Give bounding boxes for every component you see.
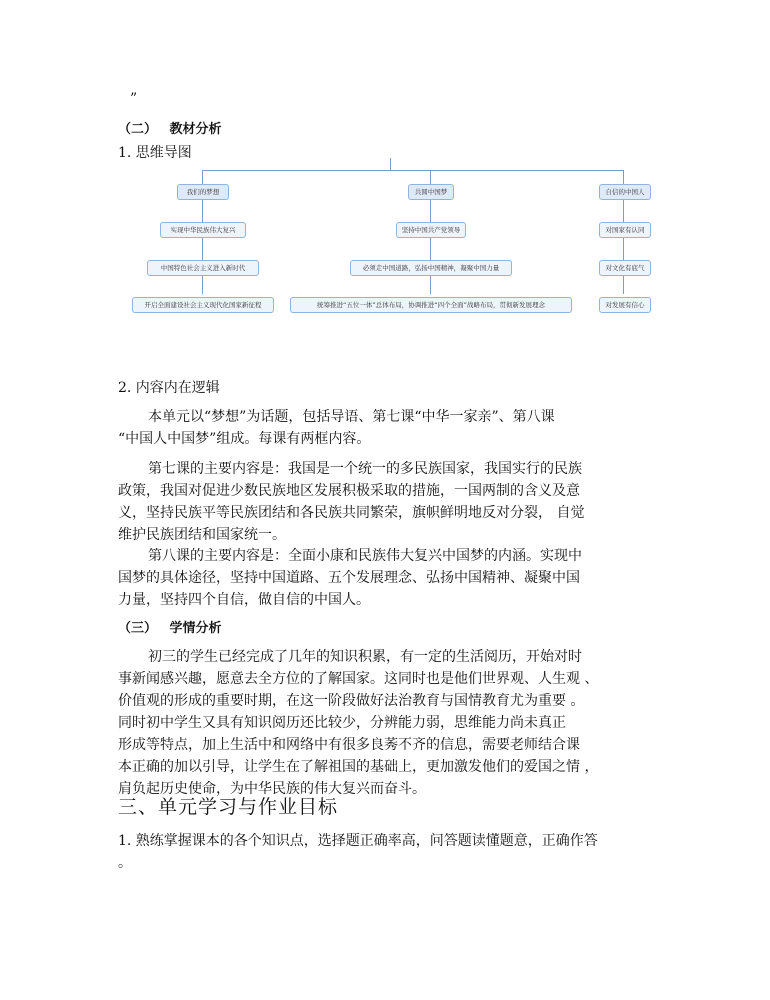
mindmap-root-node: 共圆中国梦 — [408, 184, 454, 200]
mindmap-node: 必须走中国道路，弘扬中国精神，凝聚中国力量 — [350, 260, 512, 276]
text-line: “中国人中国梦”组成。每课有两框内容。 — [118, 431, 371, 447]
mindmap-node: 中国特色社会主义进入新时代 — [147, 260, 259, 276]
text-line: 。 — [118, 855, 132, 871]
mindmap-connector — [202, 170, 623, 171]
mindmap-node: 坚持中国共产党领导 — [396, 222, 466, 238]
mindmap-connector — [430, 170, 431, 184]
text-line: 同时初中学生又具有知识阅历还比较少，分辨能力弱，思维能力尚未真正 — [118, 715, 566, 731]
mindmap-connector — [430, 198, 431, 294]
text-line: 力量，坚持四个自信，做自信的中国人。 — [118, 592, 370, 608]
mindmap-node: 对文化有底气 — [599, 260, 651, 276]
text-line: 形成等特点，加上生活中和网络中有很多良莠不齐的信息，需要老师结合课 — [118, 737, 580, 753]
paragraph-lesson8 — [118, 545, 658, 611]
mindmap-connector — [390, 158, 391, 170]
section-heading-student — [118, 617, 221, 640]
mindmap-connector — [202, 170, 203, 184]
mindmap-node: 开启全面建设社会主义现代化国家新征程 — [132, 297, 274, 313]
text-line: 第七课的主要内容是：我国是一个统一的多民族国家，我国实行的民族 — [148, 461, 582, 477]
mindmap-node: 实现中华民族伟大复兴 — [160, 222, 246, 238]
section-heading-textbook — [118, 118, 221, 141]
paragraph-unit-intro — [118, 406, 658, 450]
mindmap-connector — [202, 198, 203, 294]
section-title: 教材分析 — [169, 122, 222, 137]
text-line: 1. 熟练掌握课本的各个知识点，选择题正确率高，问答题读懂题意，正确作答 — [118, 833, 598, 849]
mindmap-connector — [623, 198, 624, 294]
text-line: 义，坚持民族平等民族团结和各民族共同繁荣，旗帜鲜明地反对分裂， 自觉 — [118, 505, 585, 521]
text-line: 本单元以“梦想”为话题，包括导语、第七课“中华一家亲”、第八课 — [148, 409, 555, 425]
text-line: 肩负起历史使命，为中华民族的伟大复兴而奋斗。 — [118, 781, 426, 797]
logic-label: 2. 内容内在逻辑 — [118, 380, 220, 396]
mindmap-node: 统筹推进“五位一体”总体布局，协调推进“四个全面”战略布局，贯彻新发展理念 — [290, 297, 572, 313]
text-line: 政策，我国对促进少数民族地区发展积极采取的措施，一国两制的含义及意 — [118, 483, 580, 499]
section-number: （二） — [118, 122, 158, 137]
text-line: 本正确的加以引导，让学生在了解祖国的基础上，更加激发他们的爱国之情 ， — [118, 759, 599, 775]
text-line: 初三的学生已经完成了几年的知识积累，有一定的生活阅历，开始对时 — [148, 649, 582, 665]
mindmap-root-node: 我们的梦想 — [177, 184, 229, 200]
goal-item-1 — [118, 830, 658, 874]
text-line: 事新闻感兴趣，愿意去全方位的了解国家。这同时也是他们世界观、人生观 、 — [118, 671, 599, 687]
paragraph-lesson7 — [118, 458, 658, 546]
text-line: 价值观的形成的重要时期，在这一阶段做好法治教育与国情教育尤为重要 。 — [118, 693, 585, 709]
text-line: 第八课的主要内容是：全面小康和民族伟大复兴中国梦的内涵。实现中 — [148, 548, 582, 564]
text-line: 国梦的具体途径，坚持中国道路、五个发展理念、弘扬中国精神、凝聚中国 — [118, 570, 580, 586]
mindmap-label: 1. 思维导图 — [118, 145, 192, 161]
closing-quote: ” — [130, 91, 138, 107]
mindmap-node: 对发展有信心 — [599, 297, 651, 313]
chapter-heading: 三、单元学习与作业目标 — [118, 796, 339, 818]
mindmap-root-node: 自信的中国人 — [599, 184, 651, 200]
paragraph-student-analysis — [118, 646, 658, 800]
section-title: 学情分析 — [169, 621, 222, 636]
mindmap-connector — [623, 170, 624, 184]
mindmap-node: 对国家有认同 — [599, 222, 651, 238]
text-line: 维护民族团结和国家统一。 — [118, 527, 286, 543]
section-number: （三） — [118, 621, 158, 636]
